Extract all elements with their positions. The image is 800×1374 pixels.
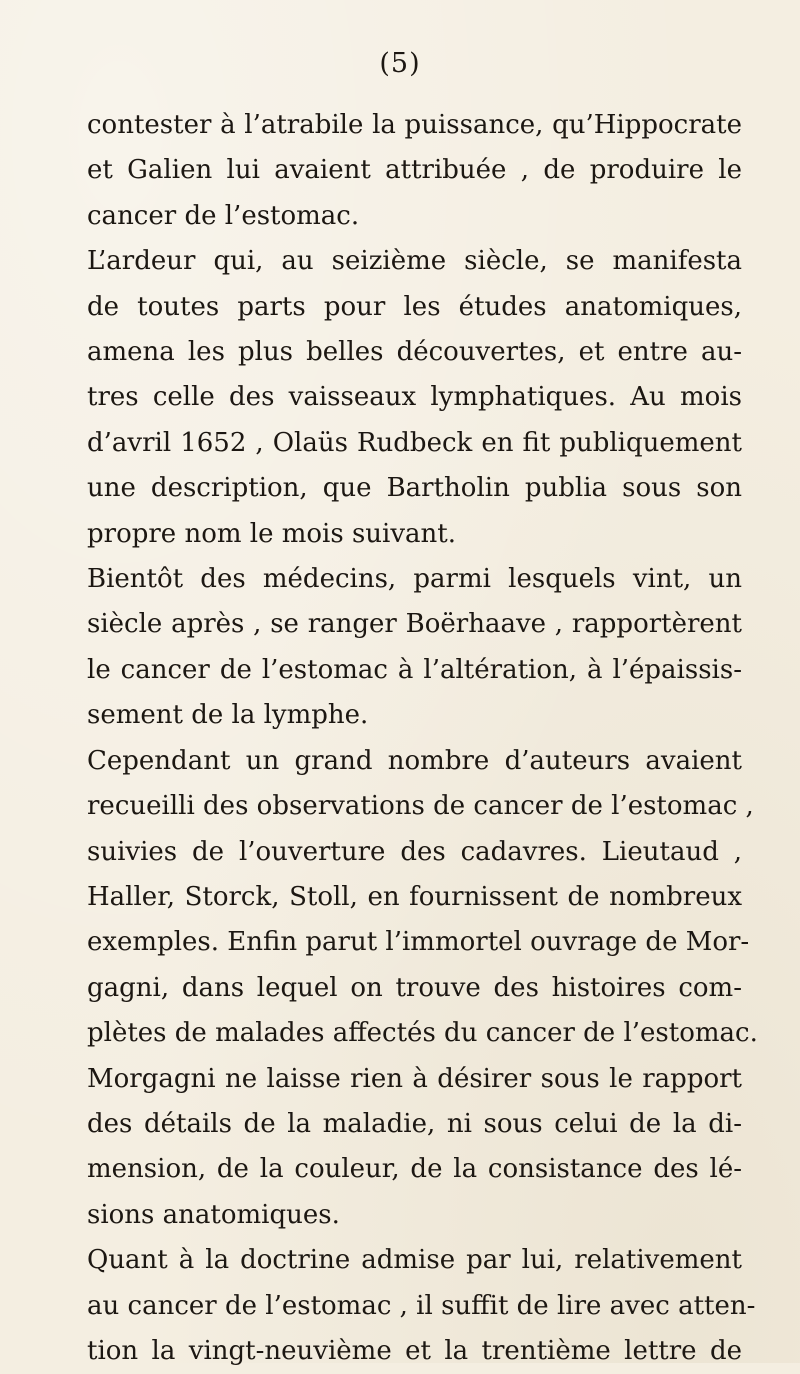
text-line: contester à l’atrabile la puissance, qu’Hippocrate [87, 110, 742, 140]
body-text [87, 103, 758, 1374]
text-line: sions anatomiques. [87, 1199, 340, 1230]
text-line: une description, que Bartholin publia sous son [87, 473, 742, 504]
text-line: tres celle des vaisseaux lymphatiques. Au mois [87, 382, 742, 413]
text-line: au cancer de l’estomac , il suffit de lire avec atten- [87, 1290, 756, 1321]
text-line: propre nom le mois suivant. [87, 518, 457, 549]
text-line: de toutes parts pour les études anatomiques, [87, 291, 742, 322]
page-number: (5) [379, 48, 421, 79]
text-line: sement de la lymphe. [87, 700, 369, 731]
text-line: siècle après , se ranger Boërhaave , rapportèrent [87, 609, 742, 640]
text-line: plètes de malades affectés du cancer de l’estomac. [87, 1018, 758, 1049]
text-line: Morgagni ne laisse rien à désirer sous le rapport [87, 1063, 742, 1094]
text-line: Bientôt des médecins, parmi lesquels vint, un [87, 564, 742, 595]
text-line: des détails de la maladie, ni sous celui de la di- [87, 1108, 742, 1139]
text-line: mension, de la couleur, de la consistance des lé- [87, 1154, 742, 1185]
text-line: exemples. Enfin parut l’immortel ouvrage de Mor- [87, 927, 750, 958]
text-line: Haller, Storck, Stoll, en fournissent de nombreux [87, 881, 742, 912]
text-line: cancer de l’estomac. [87, 200, 360, 231]
text-line: et Galien lui avaient attribuée , de produire le [87, 155, 742, 186]
text-line: Cependant un grand nombre d’auteurs avaient [87, 745, 742, 776]
text-line: Quant à la doctrine admise par lui, relativement [87, 1245, 742, 1276]
text-line: amena les plus belles découvertes, et entre au- [87, 337, 742, 368]
text-line: le cancer de l’estomac à l’altération, à l’épaissis- [87, 654, 742, 685]
text-line: L’ardeur qui, au seizième siècle, se manifesta [87, 246, 742, 277]
text-line: d’avril 1652 , Olaüs Rudbeck en fit publiquement [87, 427, 742, 458]
text-line: tion la vingt-neuvième et la trentième lettre de [87, 1335, 742, 1366]
text-line: suivies de l’ouverture des cadavres. Lieutaud , [87, 836, 742, 867]
text-line: recueilli des observations de cancer de l’estomac , [87, 791, 754, 822]
text-line: gagni, dans lequel on trouve des histoires com- [87, 972, 742, 1003]
